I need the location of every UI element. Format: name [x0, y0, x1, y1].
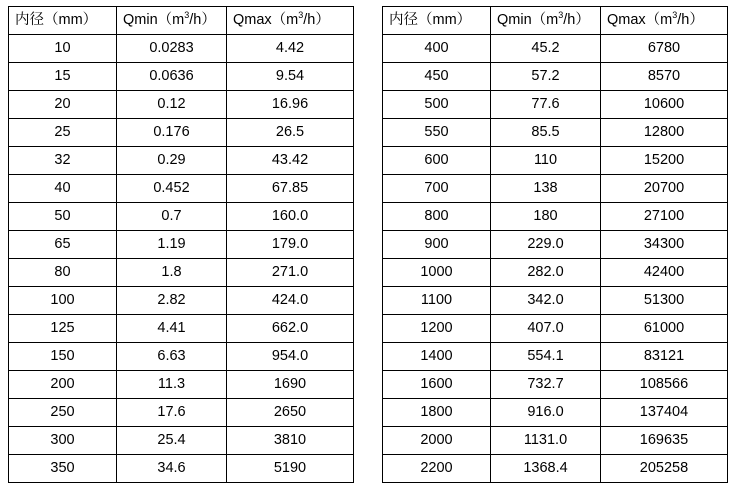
- table-row: [9, 231, 354, 259]
- cell-qmin: 0.0636: [117, 63, 227, 91]
- table-row: [383, 343, 728, 371]
- cell-inner-diameter: 15: [9, 63, 117, 91]
- cell-inner-diameter: 1800: [383, 399, 491, 427]
- cell-inner-diameter: 150: [9, 343, 117, 371]
- cell-qmin: 57.2: [491, 63, 601, 91]
- cell-qmin: 732.7: [491, 371, 601, 399]
- cell-qmax: 67.85: [227, 175, 354, 203]
- cell-inner-diameter: 20: [9, 91, 117, 119]
- cell-inner-diameter: 800: [383, 203, 491, 231]
- cell-qmax: 43.42: [227, 147, 354, 175]
- cell-qmax: 1690: [227, 371, 354, 399]
- cell-qmax: 137404: [601, 399, 728, 427]
- table-row: [383, 147, 728, 175]
- table-row: [383, 175, 728, 203]
- cell-qmin: 1131.0: [491, 427, 601, 455]
- cell-qmin: 282.0: [491, 259, 601, 287]
- cell-qmax: 61000: [601, 315, 728, 343]
- cell-qmin: 6.63: [117, 343, 227, 371]
- cell-qmax: 160.0: [227, 203, 354, 231]
- table-header-row: [383, 7, 728, 35]
- cell-qmin: 17.6: [117, 399, 227, 427]
- cell-inner-diameter: 600: [383, 147, 491, 175]
- cell-qmin: 110: [491, 147, 601, 175]
- cell-qmin: 554.1: [491, 343, 601, 371]
- cell-inner-diameter: 250: [9, 399, 117, 427]
- cell-inner-diameter: 2200: [383, 455, 491, 483]
- cell-qmax: 34300: [601, 231, 728, 259]
- cell-qmin: 85.5: [491, 119, 601, 147]
- table-left-body: [9, 35, 354, 483]
- cell-inner-diameter: 1400: [383, 343, 491, 371]
- table-row: [9, 63, 354, 91]
- cell-qmax: 662.0: [227, 315, 354, 343]
- cell-qmin: 0.29: [117, 147, 227, 175]
- cell-inner-diameter: 400: [383, 35, 491, 63]
- table-row: [9, 203, 354, 231]
- table-row: [383, 315, 728, 343]
- cell-qmin: 2.82: [117, 287, 227, 315]
- table-row: [9, 371, 354, 399]
- table-row: [383, 231, 728, 259]
- cell-qmin: 0.452: [117, 175, 227, 203]
- cell-qmax: 15200: [601, 147, 728, 175]
- cell-qmax: 6780: [601, 35, 728, 63]
- cell-qmin: 0.176: [117, 119, 227, 147]
- column-header-inner-diameter: 内径（mm）: [383, 7, 491, 35]
- cell-qmax: 2650: [227, 399, 354, 427]
- cell-qmax: 42400: [601, 259, 728, 287]
- flow-table-left: [8, 6, 354, 483]
- cell-inner-diameter: 25: [9, 119, 117, 147]
- cell-qmax: 9.54: [227, 63, 354, 91]
- cell-qmax: 16.96: [227, 91, 354, 119]
- table-header-row: [9, 7, 354, 35]
- cell-inner-diameter: 32: [9, 147, 117, 175]
- cell-inner-diameter: 40: [9, 175, 117, 203]
- cell-qmax: 108566: [601, 371, 728, 399]
- table-right-header: [383, 7, 728, 35]
- table-row: [9, 287, 354, 315]
- cell-qmax: 26.5: [227, 119, 354, 147]
- table-row: [383, 399, 728, 427]
- cell-qmin: 77.6: [491, 91, 601, 119]
- cell-qmax: 271.0: [227, 259, 354, 287]
- cell-qmin: 342.0: [491, 287, 601, 315]
- table-row: [9, 455, 354, 483]
- cell-inner-diameter: 1200: [383, 315, 491, 343]
- table-row: [383, 63, 728, 91]
- cell-inner-diameter: 550: [383, 119, 491, 147]
- cell-qmin: 45.2: [491, 35, 601, 63]
- column-header-qmax: $Qmax(m^3/h)$: [601, 7, 728, 35]
- cell-inner-diameter: 65: [9, 231, 117, 259]
- cell-qmax: 424.0: [227, 287, 354, 315]
- table-row: [9, 315, 354, 343]
- cell-inner-diameter: 200: [9, 371, 117, 399]
- cell-inner-diameter: 50: [9, 203, 117, 231]
- cell-inner-diameter: 350: [9, 455, 117, 483]
- cell-qmin: 0.0283: [117, 35, 227, 63]
- column-header-qmin: $Qmin(m^3/h)$: [117, 7, 227, 35]
- cell-qmin: 25.4: [117, 427, 227, 455]
- cell-qmin: 11.3: [117, 371, 227, 399]
- cell-inner-diameter: 2000: [383, 427, 491, 455]
- table-row: [9, 175, 354, 203]
- table-row: [383, 427, 728, 455]
- table-row: [9, 119, 354, 147]
- table-right-body: [383, 35, 728, 483]
- column-header-qmax: $Qmax(m^3/h)$: [227, 7, 354, 35]
- table-row: [9, 343, 354, 371]
- cell-qmax: 20700: [601, 175, 728, 203]
- table-row: [383, 119, 728, 147]
- cell-qmin: 0.12: [117, 91, 227, 119]
- cell-inner-diameter: 900: [383, 231, 491, 259]
- column-header-inner-diameter: 内径（mm）: [9, 7, 117, 35]
- table-row: [9, 35, 354, 63]
- table-row: [383, 287, 728, 315]
- table-row: [383, 203, 728, 231]
- cell-inner-diameter: 10: [9, 35, 117, 63]
- cell-qmax: 83121: [601, 343, 728, 371]
- cell-qmax: 205258: [601, 455, 728, 483]
- cell-qmin: 1.8: [117, 259, 227, 287]
- cell-qmin: 407.0: [491, 315, 601, 343]
- cell-qmax: 27100: [601, 203, 728, 231]
- cell-qmax: 954.0: [227, 343, 354, 371]
- column-header-qmin: $Qmin(m^3/h)$: [491, 7, 601, 35]
- cell-inner-diameter: 300: [9, 427, 117, 455]
- cell-qmax: 5190: [227, 455, 354, 483]
- cell-qmin: 138: [491, 175, 601, 203]
- table-left-header: [9, 7, 354, 35]
- table-row: [383, 455, 728, 483]
- cell-qmax: 10600: [601, 91, 728, 119]
- cell-qmin: 1368.4: [491, 455, 601, 483]
- table-row: [383, 91, 728, 119]
- table-row: [9, 147, 354, 175]
- table-row: [9, 259, 354, 287]
- cell-qmin: 34.6: [117, 455, 227, 483]
- cell-inner-diameter: 500: [383, 91, 491, 119]
- cell-qmin: 229.0: [491, 231, 601, 259]
- table-row: [9, 427, 354, 455]
- cell-inner-diameter: 80: [9, 259, 117, 287]
- table-row: [383, 371, 728, 399]
- cell-inner-diameter: 1100: [383, 287, 491, 315]
- cell-qmax: 12800: [601, 119, 728, 147]
- cell-qmin: 180: [491, 203, 601, 231]
- cell-qmax: 4.42: [227, 35, 354, 63]
- table-row: [383, 35, 728, 63]
- cell-qmax: 3810: [227, 427, 354, 455]
- table-row: [383, 259, 728, 287]
- cell-inner-diameter: 450: [383, 63, 491, 91]
- cell-inner-diameter: 125: [9, 315, 117, 343]
- table-row: [9, 91, 354, 119]
- cell-qmin: 4.41: [117, 315, 227, 343]
- cell-inner-diameter: 100: [9, 287, 117, 315]
- cell-qmax: 8570: [601, 63, 728, 91]
- cell-inner-diameter: 700: [383, 175, 491, 203]
- table-row: [9, 399, 354, 427]
- cell-qmin: 0.7: [117, 203, 227, 231]
- cell-qmin: 916.0: [491, 399, 601, 427]
- cell-qmax: 169635: [601, 427, 728, 455]
- cell-qmax: 179.0: [227, 231, 354, 259]
- cell-qmax: 51300: [601, 287, 728, 315]
- flow-table-right: [382, 6, 728, 483]
- cell-qmin: 1.19: [117, 231, 227, 259]
- cell-inner-diameter: 1600: [383, 371, 491, 399]
- cell-inner-diameter: 1000: [383, 259, 491, 287]
